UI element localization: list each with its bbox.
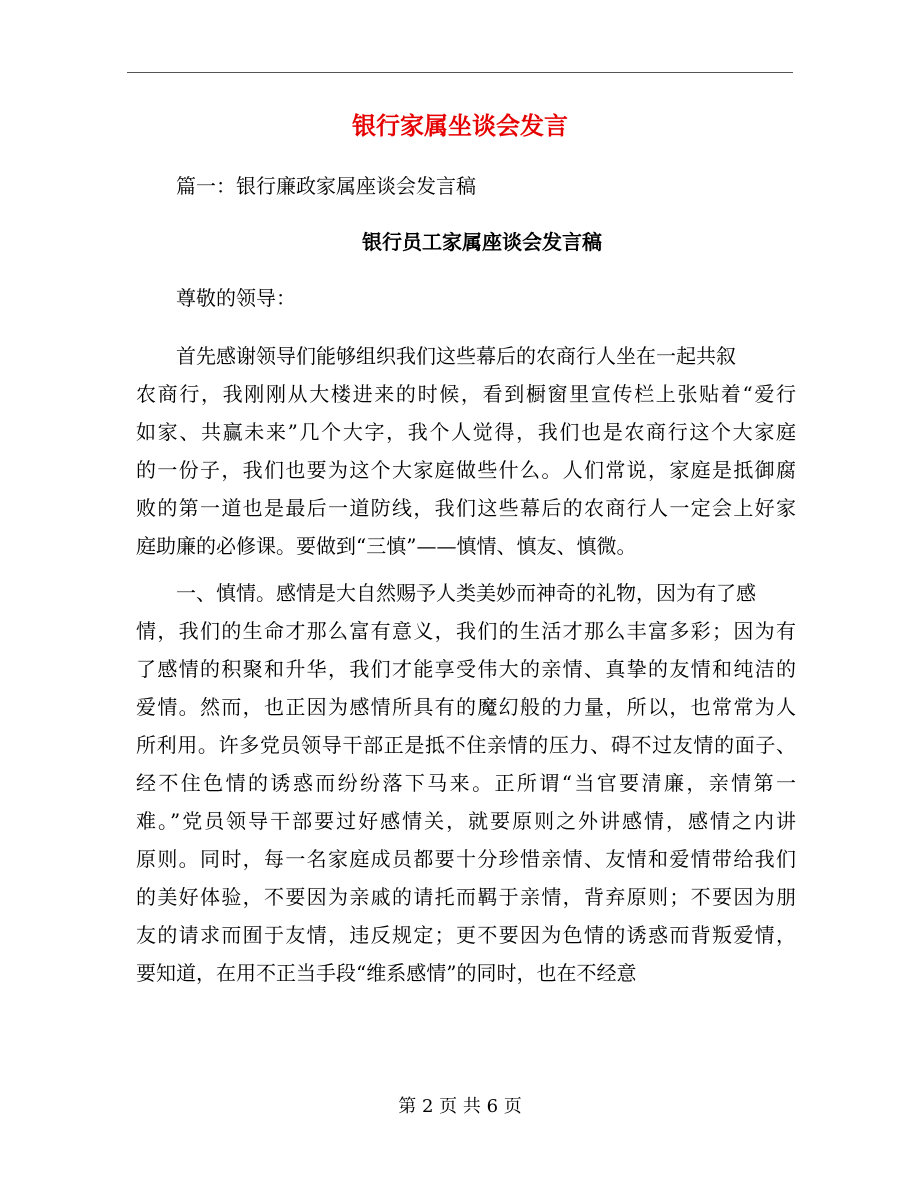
paragraph-line: 所利用。许多党员领导干部正是抵不住亲情的压力、碍不过友情的面子、 (136, 733, 796, 757)
paragraph-line: 败的第一道也是最后一道防线，我们这些幕后的农商行人一定会上好家 (136, 496, 796, 520)
paragraph-line: 了感情的积聚和升华，我们才能享受伟大的亲情、真挚的友情和纯洁的 (136, 657, 796, 681)
paragraph-line: 难。”党员领导干部要过好感情关，就要原则之外讲感情，感情之内讲 (136, 809, 796, 833)
paragraph-line: 爱情。然而，也正因为感情所具有的魔幻般的力量，所以，也常常为人 (136, 695, 796, 719)
paragraph-line: 一、慎情。感情是大自然赐予人类美妙而神奇的礼物，因为有了感 (176, 581, 756, 605)
paragraph-line: 庭助廉的必修课。要做到“三慎”——慎情、慎友、慎微。 (136, 534, 637, 558)
paragraph-line: 首先感谢领导们能够组织我们这些幕后的农商行人坐在一起共叙 (176, 344, 736, 368)
section-heading: 银行员工家属座谈会发言稿 (362, 230, 602, 254)
paragraph-line: 的美好体验，不要因为亲戚的请托而羁于亲情，背弃原则；不要因为朋 (136, 885, 796, 909)
paragraph-2 (136, 574, 796, 992)
paragraph-line: 农商行，我刚刚从大楼进来的时候，看到橱窗里宣传栏上张贴着“爱行 (136, 382, 796, 406)
page-footer: 第 2 页 共 6 页 (398, 1096, 522, 1117)
paragraph-line: 的一份子，我们也要为这个大家庭做些什么。人们常说，家庭是抵御腐 (136, 458, 796, 482)
subtitle: 篇一：银行廉政家属座谈会发言稿 (176, 174, 476, 198)
paragraph-line: 如家、共赢未来”几个大字，我个人觉得，我们也是农商行这个大家庭 (136, 420, 796, 444)
paragraph-line: 要知道，在用不正当手段“维系感情”的同时，也在不经意 (136, 961, 637, 985)
paragraph-line: 原则。同时，每一名家庭成员都要十分珍惜亲情、友情和爱情带给我们 (136, 847, 796, 871)
header-rule (127, 72, 793, 73)
paragraph-line: 经不住色情的诱惑而纷纷落下马来。正所谓“当官要清廉，亲情第一 (136, 771, 796, 795)
salutation: 尊敬的领导： (176, 286, 296, 310)
paragraph-line: 情，我们的生命才那么富有意义，我们的生活才那么丰富多彩；因为有 (136, 619, 796, 643)
paragraph-line: 友的请求而囿于友情，违反规定；更不要因为色情的诱惑而背叛爱情， (136, 923, 796, 947)
document-title: 银行家属坐谈会发言 (352, 111, 568, 140)
paragraph-1 (136, 337, 796, 565)
